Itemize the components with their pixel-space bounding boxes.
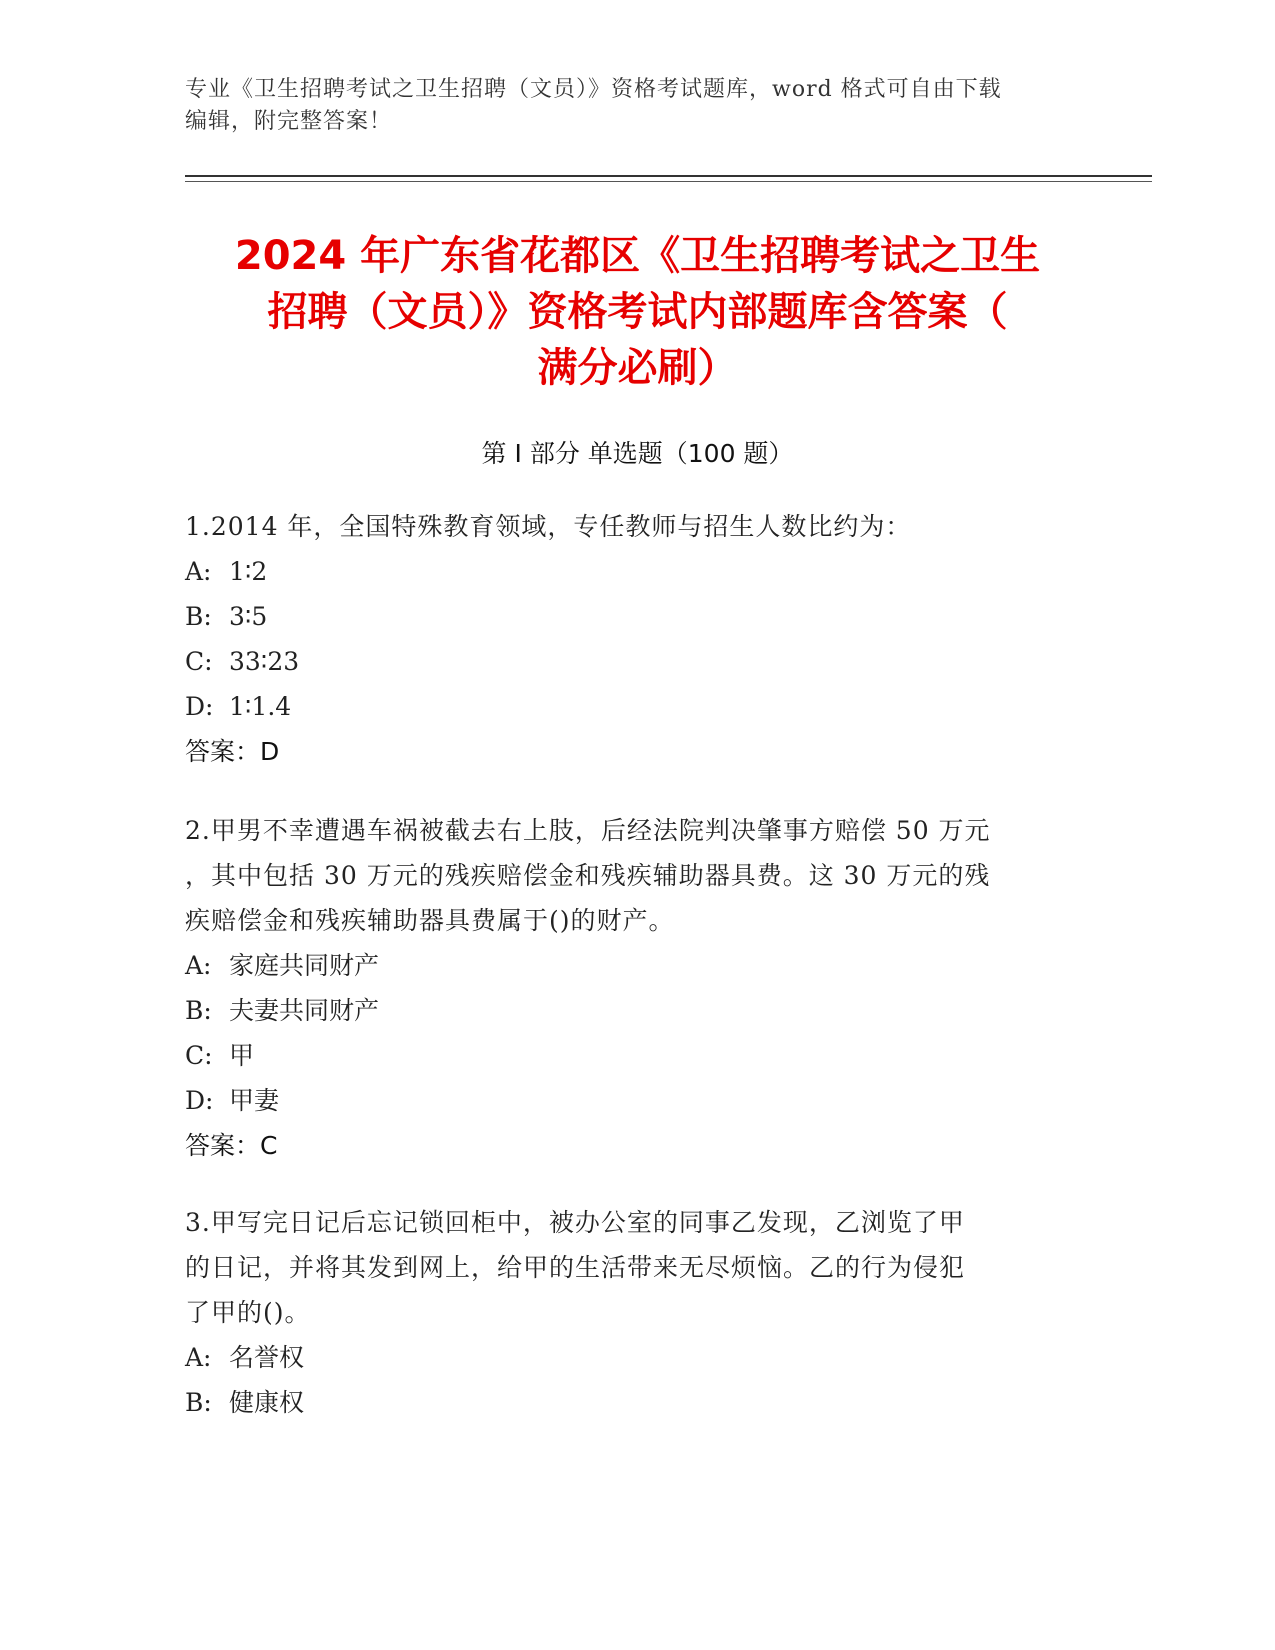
- question-text-line-3: 疾赔偿金和残疾辅助器具费属于()的财产。: [185, 906, 675, 935]
- header-note-line-2: 编辑，附完整答案！: [185, 109, 393, 134]
- option-a: [185, 1335, 1085, 1380]
- option-text: 33∶23: [229, 647, 300, 676]
- answer-label: 答案：C: [185, 1131, 278, 1160]
- option-text: 3∶5: [229, 602, 268, 631]
- option-letter: A:: [185, 951, 212, 980]
- option-letter: C:: [185, 1041, 213, 1070]
- question-1: [185, 504, 1085, 774]
- option-letter: A:: [185, 1343, 212, 1372]
- option-c: [185, 639, 1085, 684]
- option-text: 甲: [229, 1041, 255, 1070]
- question-3: [185, 1200, 1085, 1425]
- option-a: [185, 549, 1085, 594]
- question-text-line-1: 3.甲写完日记后忘记锁回柜中，被办公室的同事乙发现，乙浏览了甲: [185, 1208, 965, 1237]
- question-text-line-1: 2.甲男不幸遭遇车祸被截去右上肢，后经法院判决肇事方赔偿 50 万元: [185, 816, 991, 845]
- title-line-3: 满分必刷）: [537, 345, 738, 391]
- question-text-line-2: 的日记，并将其发到网上，给甲的生活带来无尽烦恼。乙的行为侵犯: [185, 1253, 966, 1282]
- question-2: [185, 808, 1085, 1168]
- title-line-2: 招聘（文员）》资格考试内部题库含答案（: [267, 289, 1008, 335]
- document-title: [160, 228, 1115, 396]
- header-note: [185, 74, 1065, 138]
- option-letter: D:: [185, 692, 214, 721]
- option-d: [185, 1078, 1085, 1123]
- option-a: [185, 943, 1085, 988]
- option-letter: D:: [185, 1086, 214, 1115]
- header-divider-thin: [185, 181, 1152, 182]
- question-text-line-3: 了甲的()。: [185, 1298, 311, 1327]
- option-b: [185, 988, 1085, 1033]
- answer-label: 答案：D: [185, 737, 280, 766]
- option-b: [185, 1380, 1085, 1425]
- option-letter: B:: [185, 996, 212, 1025]
- option-letter: C:: [185, 647, 213, 676]
- option-text: 1∶1.4: [229, 692, 292, 721]
- section-title: 第 I 部分 单选题（100 题）: [481, 439, 794, 468]
- header-divider-thick: [185, 175, 1152, 177]
- option-letter: A:: [185, 557, 212, 586]
- option-d: [185, 684, 1085, 729]
- option-letter: B:: [185, 1388, 212, 1417]
- option-letter: B:: [185, 602, 212, 631]
- option-text: 甲妻: [229, 1086, 280, 1115]
- header-note-line-1: 专业《卫生招聘考试之卫生招聘（文员）》资格考试题库，word 格式可自由下载: [185, 77, 1002, 102]
- option-c: [185, 1033, 1085, 1078]
- question-text: 1.2014 年，全国特殊教育领域，专任教师与招生人数比约为：: [185, 512, 912, 541]
- question-text-line-2: ，其中包括 30 万元的残疾赔偿金和残疾辅助器具费。这 30 万元的残: [185, 861, 991, 890]
- option-text: 夫妻共同财产: [229, 996, 380, 1025]
- option-b: [185, 594, 1085, 639]
- option-text: 1∶2: [229, 557, 268, 586]
- option-text: 名誉权: [229, 1343, 305, 1372]
- option-text: 健康权: [229, 1388, 305, 1417]
- option-text: 家庭共同财产: [229, 951, 380, 980]
- title-line-1: 2024 年广东省花都区《卫生招聘考试之卫生: [234, 233, 1041, 279]
